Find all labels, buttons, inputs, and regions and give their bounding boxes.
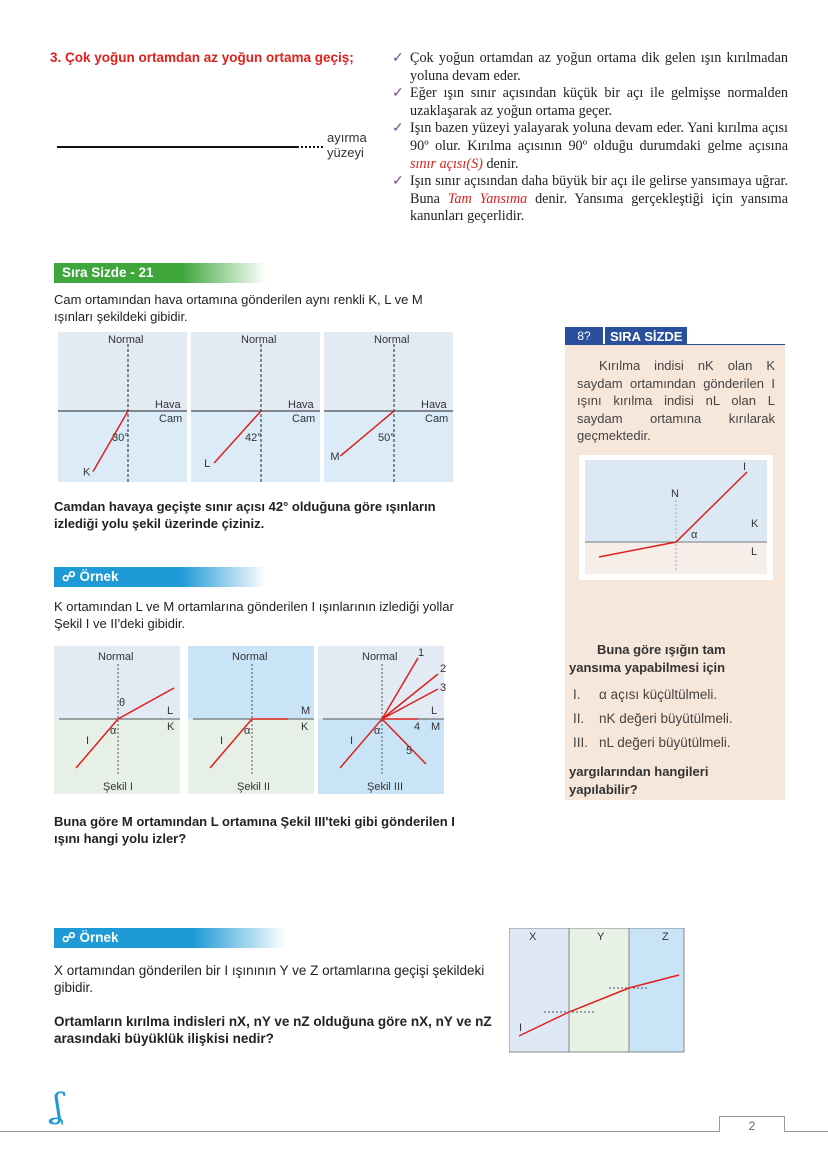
medium-z-label: Z (662, 931, 669, 943)
figure-caption: Şekil II (237, 781, 271, 793)
check-icon: ✓ (392, 85, 404, 102)
external-link-icon: ☍ (62, 569, 80, 584)
glass-air-diagrams (58, 332, 454, 484)
top-medium-label: M (301, 705, 311, 717)
air-label: Hava (421, 399, 447, 411)
option-num: III. (573, 735, 589, 750)
term-total-reflection: Tam Yansıma (447, 190, 528, 207)
list-item (392, 173, 788, 226)
panel-question: Buna göre ışığın tam yansıma yapabilmesi için (569, 642, 726, 675)
ornek-title: Örnek (79, 569, 119, 584)
rules-list (392, 50, 788, 226)
ray-label: I (519, 1022, 523, 1034)
path-label: 5 (406, 745, 413, 757)
term-critical-angle: sınır açısı(S) (410, 155, 483, 172)
ornek1-question: Buna göre M ortamından L ortamına Şekil III'teki gibi gönderilen I ışını hangi yolu izler? (54, 814, 455, 846)
option-num: I. (573, 687, 581, 702)
student-question-icon: 8? (565, 327, 603, 346)
ornek-banner (54, 567, 266, 587)
normal-label: Normal (374, 334, 410, 346)
option-item (573, 683, 733, 707)
ray-label: I (220, 735, 224, 747)
bottom-medium-label: K (301, 721, 309, 733)
option-text: nL değeri büyütülmeli. (599, 735, 731, 750)
surface-label-line2: yüzeyi (327, 145, 364, 160)
bullet-text: Çok yoğun ortamdan az yoğun ortama dik gelen ışın kırılmadan yoluna devam eder. (410, 50, 788, 84)
bullet-text: Işın sınır açısından daha büyük bir açı ile gelirse yansımaya uğrar. Buna (410, 173, 788, 207)
page-number: 2 (719, 1116, 785, 1132)
bottom-medium-label: M (431, 721, 441, 733)
figure-caption: Şekil III (367, 781, 404, 793)
ray-label: L (204, 458, 211, 471)
theta-label: θ (119, 697, 126, 709)
sira-sizde-header (565, 327, 785, 346)
option-num: II. (573, 711, 585, 726)
top-medium-label: L (431, 705, 438, 717)
publisher-logo: ʆ (52, 1086, 64, 1126)
surface-label (327, 130, 367, 160)
normal-label: Normal (241, 334, 277, 346)
panel-closing: yargılarından hangileri yapılabilir? (569, 764, 709, 797)
figure-caption: Şekil I (103, 781, 133, 793)
normal-label: Normal (98, 651, 134, 663)
angle-label: 50° (378, 432, 395, 444)
bullet-text: denir. Yansıma gerçekleştiği için yansıma kanunları geçerlidir. (410, 190, 788, 225)
alpha-label: α (691, 529, 698, 541)
bullet-text: Eğer ışın sınır açısından küçük bir açı ile gelmişse normalden uzaklaşarak az yoğun ortama geçer. (410, 85, 788, 119)
footer-line (0, 1131, 720, 1132)
medium-x-label: X (529, 931, 537, 943)
path-label: 2 (440, 663, 446, 675)
option-text: nK değeri büyütülmeli. (599, 711, 733, 726)
external-link-icon: ☍ (62, 930, 80, 945)
glass-label: Cam (292, 413, 316, 425)
surface-label-line1: ayırma (327, 130, 367, 145)
bullet-text: denir. (482, 155, 519, 172)
air-label: Hava (288, 399, 314, 411)
ornek-title: Örnek (79, 930, 119, 945)
medium-l-label: L (751, 546, 758, 558)
check-icon: ✓ (392, 50, 404, 66)
sira21-figures (58, 332, 454, 489)
sira-sizde-banner: Sıra Sizde - 21 (54, 263, 266, 283)
option-item (573, 707, 733, 731)
air-label: Hava (155, 399, 181, 411)
path-label: 3 (440, 682, 446, 694)
sira21-question: Camdan havaya geçişte sınır açısı 42° olduğuna göre ışınların izlediği yolu şekil üzerinde çiziniz. (54, 499, 436, 531)
medium-y-label: Y (597, 931, 605, 943)
check-icon: ✓ (392, 120, 404, 137)
option-item (573, 731, 733, 755)
ornek1-figures (54, 646, 446, 801)
ray-label: I (743, 461, 747, 473)
list-item (392, 85, 788, 120)
ornek2-question: Ortamların kırılma indisleri nX, nY ve nZ olduğuna göre nX, nY ve nZ arasındaki büyüklük ilişkisi nedir? (54, 1014, 492, 1046)
normal-label: Normal (362, 651, 398, 663)
alpha-label: α (374, 725, 381, 737)
sira-sizde-panel (565, 345, 785, 800)
glass-label: Cam (159, 413, 183, 425)
xyz-diagram (509, 928, 685, 1053)
normal-label: Normal (232, 651, 268, 663)
top-medium-label: L (167, 705, 174, 717)
surface-line-dotted (297, 146, 323, 148)
bullet-text: Işın bazen yüzeyi yalayarak yoluna devam eder. Yani kırılma açısı 90º olur. Kırılma açısının 90º olduğu durumdaki gelme açısına (410, 120, 788, 154)
panel-intro: Kırılma indisi nK olan K saydam ortamından gönderilen I ışını kırılma indisi nL olan L saydam ortamına kırılarak geçmektedir. (577, 358, 775, 443)
ray-label: I (86, 735, 90, 747)
alpha-label: α (244, 725, 251, 737)
options-list (573, 683, 733, 755)
ornek1-intro: K ortamından L ve M ortamlarına gönderilen I ışınlarının izlediği yollar Şekil I ve II'deki gibidir. (54, 599, 454, 631)
normal-label: Normal (108, 334, 144, 346)
sira21-intro: Cam ortamından hava ortamına gönderilen aynı renkli K, L ve M ışınları şekildeki gibidir. (54, 292, 423, 324)
glass-label: Cam (425, 413, 449, 425)
ray-label: M (330, 450, 340, 463)
footer-line-right (785, 1131, 828, 1132)
ornek2-intro: X ortamından gönderilen bir I ışınının Y ve Z ortamlarına geçişi şekildeki gibidir. (54, 963, 485, 995)
refraction-diagrams (54, 646, 446, 796)
check-icon: ✓ (392, 173, 404, 190)
list-item (392, 120, 788, 173)
bottom-medium-label: K (167, 721, 175, 733)
ray-label: I (350, 735, 354, 747)
medium-k-label: K (751, 518, 759, 530)
angle-label: 30° (112, 432, 129, 444)
option-text: α açısı küçültülmeli. (599, 687, 718, 702)
tir-diagram (579, 455, 773, 580)
panel-title: SIRA SİZDE (605, 327, 687, 346)
path-label: 1 (418, 647, 425, 659)
ornek2-banner (54, 928, 286, 948)
ray-label: K (83, 466, 91, 479)
alpha-label: α (110, 725, 117, 737)
section-heading: 3. Çok yoğun ortamdan az yoğun ortama geçiş; (50, 50, 354, 65)
list-item (392, 50, 788, 85)
surface-line (57, 146, 297, 148)
path-label: 4 (414, 721, 421, 733)
angle-label: 42° (245, 432, 262, 444)
normal-label: N (671, 488, 679, 500)
